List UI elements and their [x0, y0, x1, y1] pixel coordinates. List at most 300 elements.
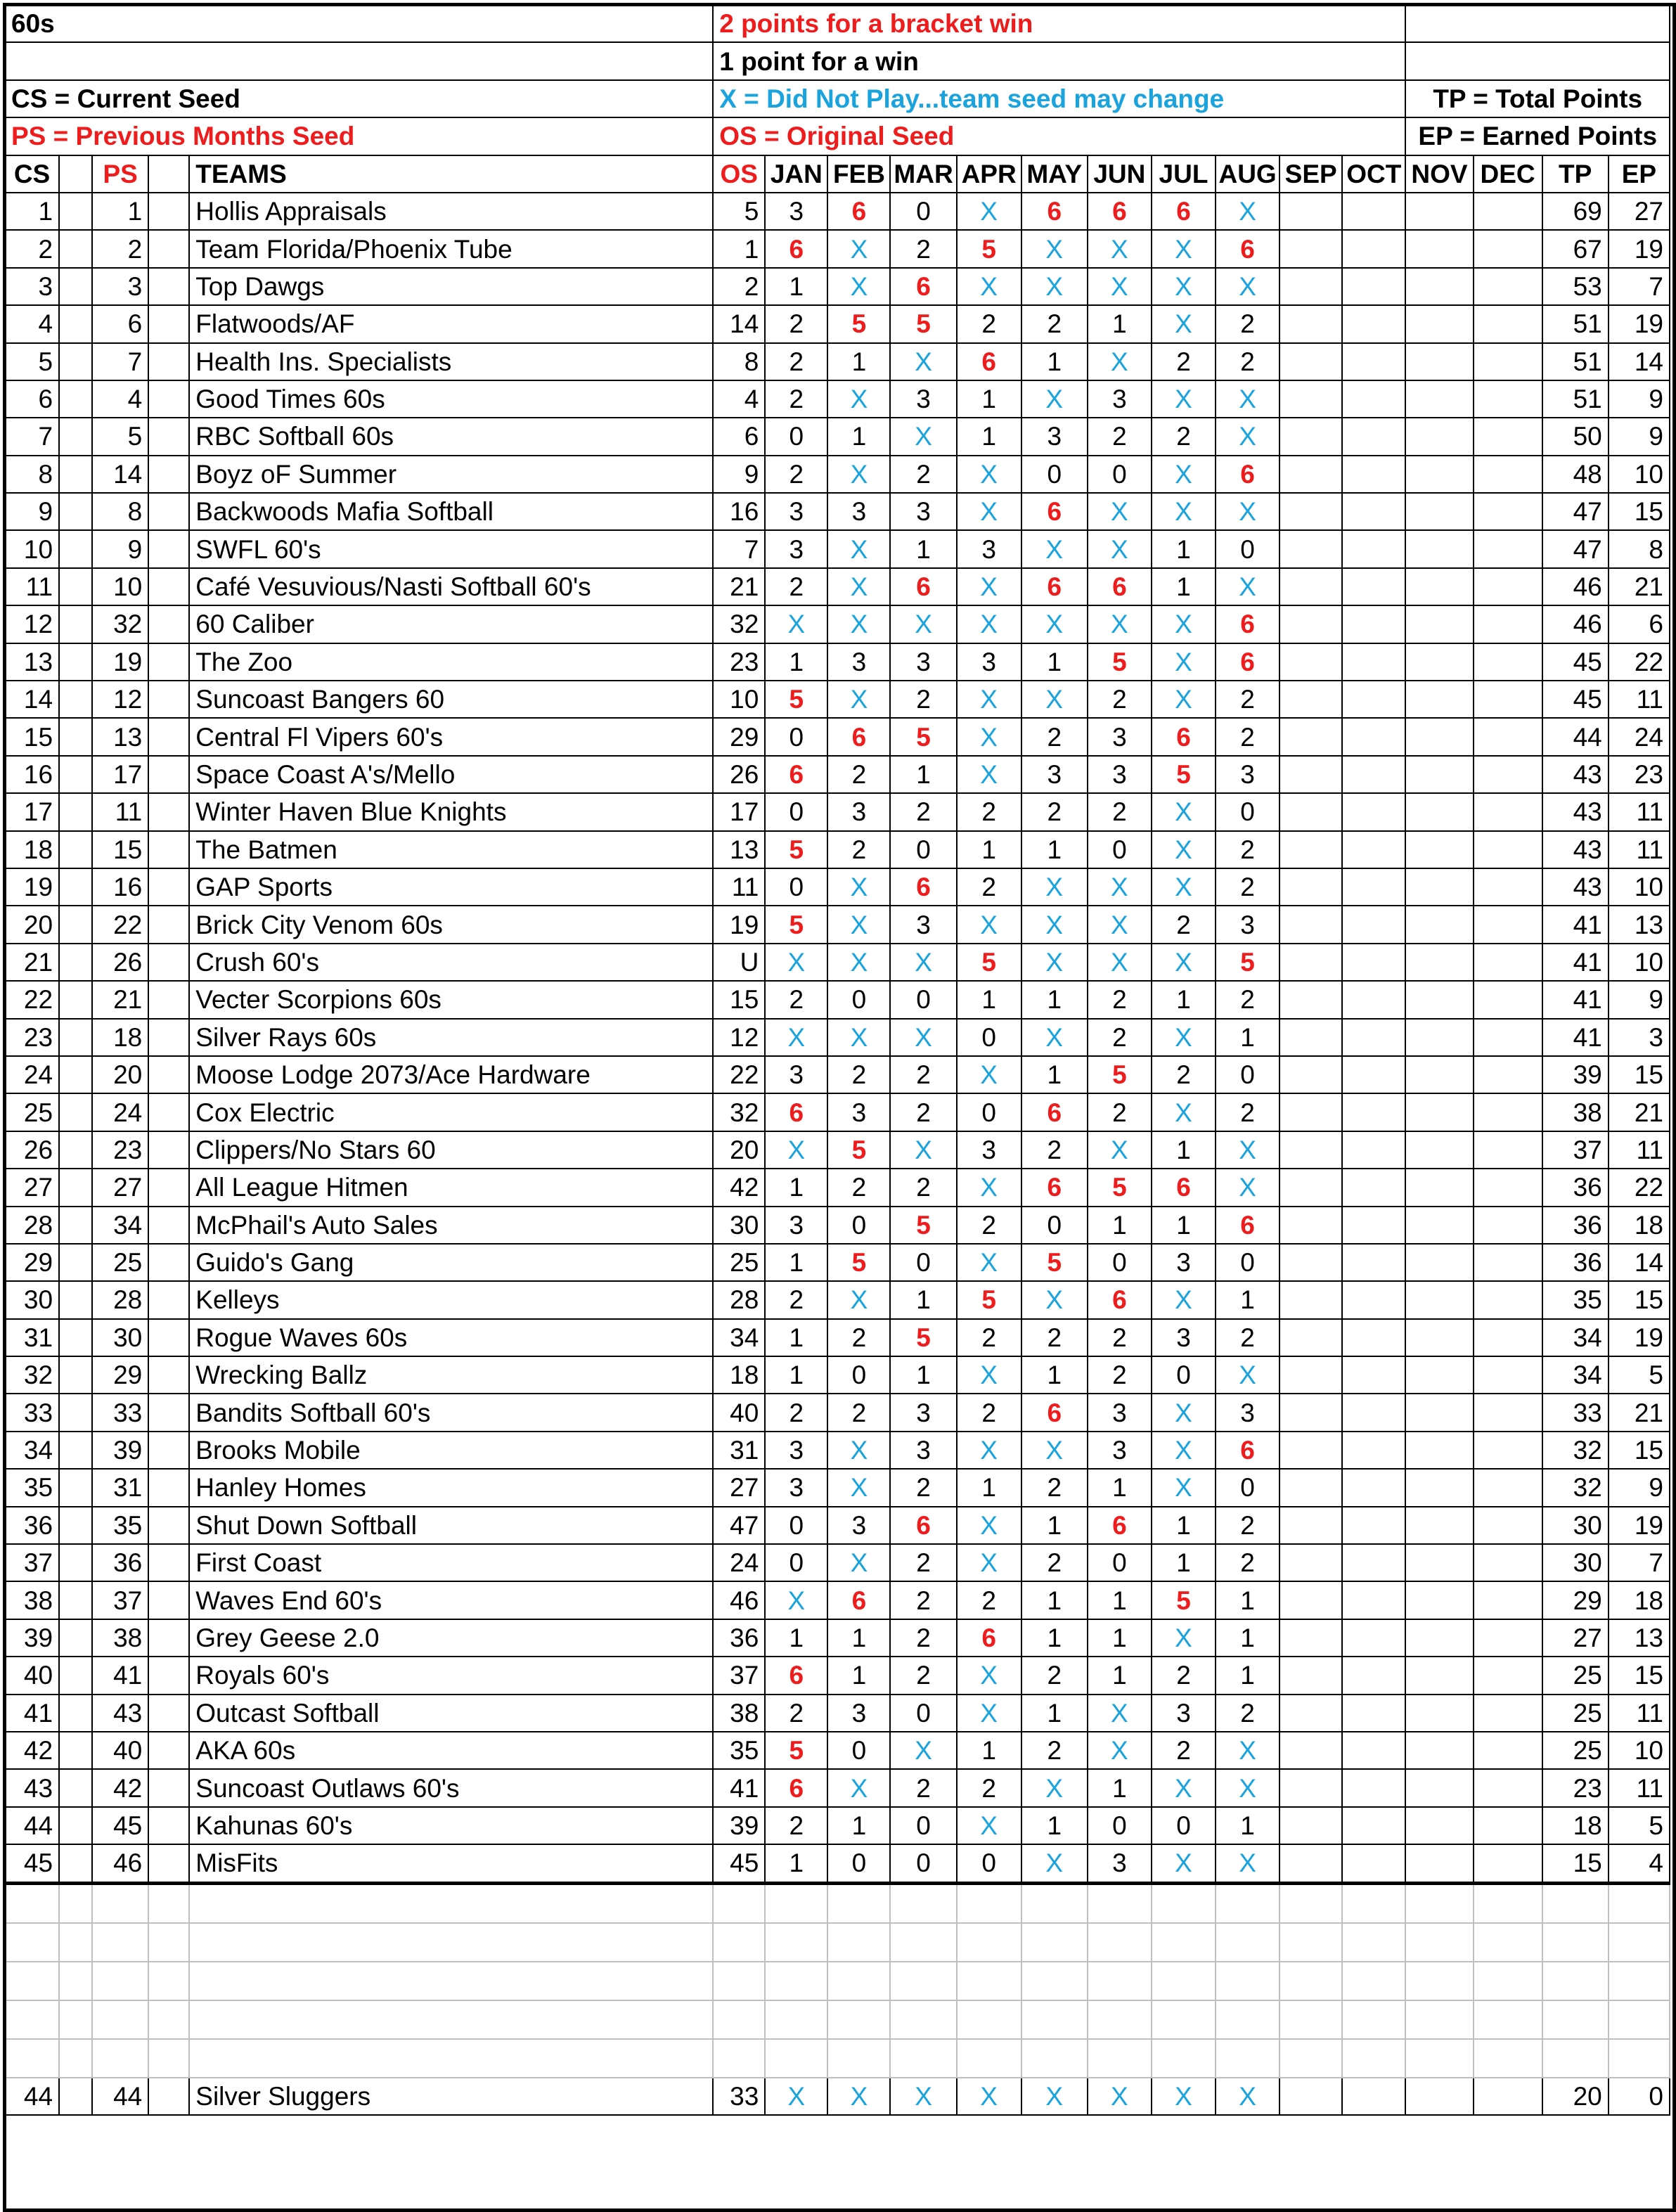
month-points-may: X — [1021, 605, 1088, 643]
col-header-teams: TEAMS — [189, 155, 713, 193]
total-points-cell: 67 — [1542, 230, 1609, 267]
month-points-jan: 1 — [765, 1319, 827, 1356]
month-points-jan: 0 — [765, 718, 827, 755]
original-seed-cell: 18 — [713, 1356, 765, 1394]
empty-cell — [1021, 1923, 1088, 1962]
earned-points-cell: 9 — [1609, 418, 1670, 455]
empty-cell — [1088, 2000, 1152, 2039]
month-points-mar: 2 — [890, 1056, 956, 1093]
month-points-apr: 2 — [957, 1394, 1021, 1431]
month-points-jul: 1 — [1152, 1544, 1216, 1581]
original-seed-cell: 25 — [713, 1244, 765, 1281]
earned-points-cell: 15 — [1609, 1657, 1670, 1694]
month-points-jun: 5 — [1088, 1056, 1152, 1093]
empty-cell — [189, 2039, 713, 2078]
current-seed-cell: 11 — [5, 568, 59, 605]
month-points-apr: X — [957, 1807, 1021, 1844]
blank-cell — [148, 2078, 189, 2115]
month-points-apr: X — [957, 493, 1021, 530]
empty-month-cell — [1342, 1093, 1405, 1131]
empty-month-cell — [1342, 1619, 1405, 1657]
month-points-jul: X — [1152, 1769, 1216, 1806]
previous-seed-cell: 33 — [92, 1394, 148, 1431]
empty-month-cell — [1474, 831, 1542, 868]
previous-seed-cell: 38 — [92, 1619, 148, 1657]
original-seed-cell: 11 — [713, 868, 765, 906]
empty-month-cell — [1279, 1695, 1342, 1732]
blank-cell — [148, 981, 189, 1018]
month-points-mar: 3 — [890, 493, 956, 530]
month-points-feb: X — [827, 1469, 890, 1506]
month-points-jan: 3 — [765, 1469, 827, 1506]
month-points-mar: 6 — [890, 568, 956, 605]
empty-cell — [59, 2000, 92, 2039]
month-points-aug: 0 — [1216, 1056, 1279, 1093]
month-points-mar: 6 — [890, 868, 956, 906]
month-points-mar: 3 — [890, 1432, 956, 1469]
team-row — [5, 530, 1670, 567]
month-points-jan: 0 — [765, 868, 827, 906]
empty-cell — [1279, 1883, 1342, 1923]
empty-month-cell — [1474, 456, 1542, 493]
month-points-jul: X — [1152, 605, 1216, 643]
previous-seed-cell: 44 — [92, 2078, 148, 2115]
month-points-may: 6 — [1021, 1169, 1088, 1206]
previous-seed-cell: 27 — [92, 1169, 148, 1206]
empty-cell — [1216, 1923, 1279, 1962]
month-points-may: 2 — [1021, 1319, 1088, 1356]
month-points-mar: 2 — [890, 456, 956, 493]
month-points-apr: X — [957, 681, 1021, 718]
team-name-cell: Outcast Softball — [189, 1695, 713, 1732]
current-seed-cell: 17 — [5, 793, 59, 830]
original-seed-cell: 5 — [713, 193, 765, 230]
total-points-cell: 34 — [1542, 1356, 1609, 1394]
month-points-jul: X — [1152, 2078, 1216, 2115]
month-points-apr: X — [957, 1695, 1021, 1732]
empty-month-cell — [1342, 1356, 1405, 1394]
empty-cell — [890, 1962, 956, 2000]
empty-month-cell — [1405, 530, 1473, 567]
team-row — [5, 1544, 1670, 1581]
earned-points-cell: 5 — [1609, 1807, 1670, 1844]
empty-cell — [148, 2000, 189, 2039]
empty-month-cell — [1279, 718, 1342, 755]
current-seed-cell: 36 — [5, 1507, 59, 1544]
team-name-cell: Backwoods Mafia Softball — [189, 493, 713, 530]
month-points-jul: 2 — [1152, 418, 1216, 455]
os-legend: OS = Original Seed — [713, 117, 1405, 155]
empty-cell — [92, 1923, 148, 1962]
previous-seed-cell: 37 — [92, 1581, 148, 1619]
standings-table — [4, 4, 1670, 2116]
previous-seed-cell: 43 — [92, 1695, 148, 1732]
earned-points-cell: 18 — [1609, 1581, 1670, 1619]
empty-cell — [957, 1883, 1021, 1923]
col-header-tp: TP — [1542, 155, 1609, 193]
month-points-jun: 3 — [1088, 1844, 1152, 1883]
month-points-aug: X — [1216, 1732, 1279, 1769]
team-name-cell: Cox Electric — [189, 1093, 713, 1131]
empty-month-cell — [1405, 1657, 1473, 1694]
month-points-jan: 0 — [765, 793, 827, 830]
team-name-cell: Brick City Venom 60s — [189, 906, 713, 943]
previous-seed-cell: 21 — [92, 981, 148, 1018]
blank-cell — [148, 1019, 189, 1056]
total-points-cell: 32 — [1542, 1432, 1609, 1469]
month-points-may: 6 — [1021, 1394, 1088, 1431]
month-points-may: 6 — [1021, 493, 1088, 530]
month-points-jul: 3 — [1152, 1244, 1216, 1281]
previous-seed-cell: 24 — [92, 1093, 148, 1131]
empty-month-cell — [1474, 1019, 1542, 1056]
month-points-jun: 0 — [1088, 831, 1152, 868]
original-seed-cell: 37 — [713, 1657, 765, 1694]
team-row — [5, 1432, 1670, 1469]
team-name-cell: Café Vesuvious/Nasti Softball 60's — [189, 568, 713, 605]
empty-cell — [148, 1962, 189, 2000]
month-points-aug: 6 — [1216, 1432, 1279, 1469]
original-seed-cell: 12 — [713, 1019, 765, 1056]
total-points-cell: 41 — [1542, 981, 1609, 1018]
empty-cell — [957, 1923, 1021, 1962]
current-seed-cell: 3 — [5, 268, 59, 305]
month-points-jan: 3 — [765, 530, 827, 567]
month-points-mar: 3 — [890, 643, 956, 681]
empty-month-cell — [1474, 1356, 1542, 1394]
earned-points-cell: 0 — [1609, 2078, 1670, 2115]
original-seed-cell: 32 — [713, 605, 765, 643]
month-points-may: X — [1021, 681, 1088, 718]
empty-month-cell — [1279, 944, 1342, 981]
team-row — [5, 1581, 1670, 1619]
original-seed-cell: 8 — [713, 343, 765, 380]
empty-month-cell — [1474, 268, 1542, 305]
empty-month-cell — [1342, 1169, 1405, 1206]
month-points-jun: 1 — [1088, 305, 1152, 342]
empty-cell — [713, 1923, 765, 1962]
month-points-mar: 0 — [890, 1244, 956, 1281]
empty-month-cell — [1405, 1319, 1473, 1356]
current-seed-cell: 35 — [5, 1469, 59, 1506]
team-row — [5, 268, 1670, 305]
empty-cell — [1279, 1923, 1342, 1962]
earned-points-cell: 21 — [1609, 1394, 1670, 1431]
month-points-mar: 3 — [890, 1394, 956, 1431]
previous-seed-cell: 32 — [92, 605, 148, 643]
month-points-jan: 6 — [765, 756, 827, 793]
blank-cell — [59, 493, 92, 530]
earned-points-cell: 10 — [1609, 868, 1670, 906]
month-points-aug: 6 — [1216, 643, 1279, 681]
empty-month-cell — [1279, 1394, 1342, 1431]
earned-points-cell: 11 — [1609, 831, 1670, 868]
blank-cell — [148, 1769, 189, 1806]
empty-month-cell — [1279, 1469, 1342, 1506]
blank-cell — [59, 1169, 92, 1206]
month-points-may: 3 — [1021, 418, 1088, 455]
earned-points-cell: 19 — [1609, 1319, 1670, 1356]
month-points-apr: X — [957, 193, 1021, 230]
team-name-cell: Guido's Gang — [189, 1244, 713, 1281]
month-points-feb: 0 — [827, 1207, 890, 1244]
month-points-aug: X — [1216, 268, 1279, 305]
empty-month-cell — [1405, 1695, 1473, 1732]
month-points-jun: 3 — [1088, 380, 1152, 418]
month-points-apr: X — [957, 605, 1021, 643]
month-points-jun: 3 — [1088, 756, 1152, 793]
empty-month-cell — [1474, 868, 1542, 906]
month-points-aug: 0 — [1216, 530, 1279, 567]
empty-month-cell — [1405, 2078, 1473, 2115]
empty-month-cell — [1474, 1619, 1542, 1657]
team-name-cell: Silver Sluggers — [189, 2078, 713, 2115]
empty-month-cell — [1405, 756, 1473, 793]
month-points-feb: 2 — [827, 1394, 890, 1431]
team-row — [5, 1207, 1670, 1244]
header-row-2 — [5, 42, 1670, 79]
total-points-cell: 43 — [1542, 793, 1609, 830]
team-name-cell: Good Times 60s — [189, 380, 713, 418]
empty-cell — [5, 1962, 59, 2000]
month-points-jun: X — [1088, 530, 1152, 567]
blank-cell — [148, 605, 189, 643]
col-header-oct: OCT — [1342, 155, 1405, 193]
col-header-aug: AUG — [1216, 155, 1279, 193]
empty-month-cell — [1342, 1844, 1405, 1883]
ep-legend: EP = Earned Points — [1405, 117, 1670, 155]
current-seed-cell: 2 — [5, 230, 59, 267]
month-points-may: 1 — [1021, 831, 1088, 868]
month-points-aug: 1 — [1216, 1619, 1279, 1657]
month-points-jun: 6 — [1088, 1281, 1152, 1318]
header-row-4 — [5, 117, 1670, 155]
month-points-apr: 5 — [957, 230, 1021, 267]
blank-cell — [148, 868, 189, 906]
original-seed-cell: 19 — [713, 906, 765, 943]
col-header-nov: NOV — [1405, 155, 1473, 193]
current-seed-cell: 27 — [5, 1169, 59, 1206]
original-seed-cell: 34 — [713, 1319, 765, 1356]
empty-month-cell — [1342, 2078, 1405, 2115]
empty-cell — [1021, 2000, 1088, 2039]
empty-cell — [1021, 1883, 1088, 1923]
empty-row — [5, 1962, 1670, 2000]
month-points-jan: X — [765, 1019, 827, 1056]
month-points-jul: X — [1152, 681, 1216, 718]
empty-cell — [1088, 1883, 1152, 1923]
team-name-cell: Bandits Softball 60's — [189, 1394, 713, 1431]
team-row — [5, 1131, 1670, 1169]
col-header-cs: CS — [5, 155, 59, 193]
month-points-may: 1 — [1021, 1581, 1088, 1619]
month-points-may: 1 — [1021, 1807, 1088, 1844]
empty-month-cell — [1342, 530, 1405, 567]
empty-cell — [713, 2000, 765, 2039]
current-seed-cell: 38 — [5, 1581, 59, 1619]
empty-month-cell — [1474, 1544, 1542, 1581]
total-points-cell: 25 — [1542, 1657, 1609, 1694]
month-points-jul: X — [1152, 1469, 1216, 1506]
empty-cell — [1216, 2039, 1279, 2078]
month-points-jan: 2 — [765, 1394, 827, 1431]
empty-month-cell — [1405, 1131, 1473, 1169]
empty-month-cell — [1474, 1131, 1542, 1169]
empty-month-cell — [1342, 831, 1405, 868]
team-row — [5, 868, 1670, 906]
previous-seed-cell: 46 — [92, 1844, 148, 1883]
col-header-feb: FEB — [827, 155, 890, 193]
month-points-jan: 1 — [765, 1619, 827, 1657]
original-seed-cell: 20 — [713, 1131, 765, 1169]
month-points-apr: X — [957, 1544, 1021, 1581]
month-points-aug: 0 — [1216, 1469, 1279, 1506]
original-seed-cell: 22 — [713, 1056, 765, 1093]
empty-row — [5, 1923, 1670, 1962]
month-points-apr: X — [957, 1244, 1021, 1281]
empty-cell — [5, 2039, 59, 2078]
empty-cell — [148, 1883, 189, 1923]
current-seed-cell: 29 — [5, 1244, 59, 1281]
month-points-jan: 2 — [765, 343, 827, 380]
month-points-aug: 2 — [1216, 831, 1279, 868]
month-points-jun: 0 — [1088, 456, 1152, 493]
empty-cell — [1279, 1962, 1342, 2000]
month-points-jun: 2 — [1088, 1019, 1152, 1056]
month-points-aug: 2 — [1216, 305, 1279, 342]
empty-cell — [5, 1923, 59, 1962]
empty-month-cell — [1342, 1281, 1405, 1318]
month-points-jun: 6 — [1088, 568, 1152, 605]
empty-cell — [1152, 2000, 1216, 2039]
original-seed-cell: 30 — [713, 1207, 765, 1244]
month-points-aug: 2 — [1216, 343, 1279, 380]
empty-month-cell — [1279, 681, 1342, 718]
team-name-cell: Wrecking Ballz — [189, 1356, 713, 1394]
month-points-aug: 3 — [1216, 1394, 1279, 1431]
blank-cell — [59, 1281, 92, 1318]
total-points-cell: 48 — [1542, 456, 1609, 493]
month-points-feb: 5 — [827, 1244, 890, 1281]
team-name-cell: Clippers/No Stars 60 — [189, 1131, 713, 1169]
empty-month-cell — [1405, 418, 1473, 455]
blank-cell — [59, 681, 92, 718]
previous-seed-cell: 20 — [92, 1056, 148, 1093]
blank-cell — [59, 230, 92, 267]
month-points-apr: 0 — [957, 1093, 1021, 1131]
earned-points-cell: 11 — [1609, 1131, 1670, 1169]
earned-points-cell: 11 — [1609, 681, 1670, 718]
total-points-cell: 47 — [1542, 493, 1609, 530]
col-header-jul: JUL — [1152, 155, 1216, 193]
header-blank-cell — [1405, 42, 1670, 79]
month-points-jul: 2 — [1152, 343, 1216, 380]
total-points-cell: 23 — [1542, 1769, 1609, 1806]
month-points-mar: 3 — [890, 906, 956, 943]
month-points-feb: 3 — [827, 793, 890, 830]
month-points-jul: X — [1152, 380, 1216, 418]
previous-seed-cell: 12 — [92, 681, 148, 718]
empty-month-cell — [1342, 643, 1405, 681]
previous-seed-cell: 40 — [92, 1732, 148, 1769]
previous-seed-cell: 41 — [92, 1657, 148, 1694]
month-points-jan: 5 — [765, 906, 827, 943]
team-name-cell: Suncoast Outlaws 60's — [189, 1769, 713, 1806]
blank-cell — [148, 530, 189, 567]
empty-month-cell — [1405, 456, 1473, 493]
empty-cell — [1152, 1883, 1216, 1923]
empty-month-cell — [1342, 380, 1405, 418]
col-header-apr: APR — [957, 155, 1021, 193]
empty-month-cell — [1405, 1394, 1473, 1431]
current-seed-cell: 6 — [5, 380, 59, 418]
empty-month-cell — [1405, 1844, 1473, 1883]
empty-cell — [189, 1883, 713, 1923]
month-points-jan: 6 — [765, 1657, 827, 1694]
team-row — [5, 605, 1670, 643]
blank-cell — [59, 793, 92, 830]
empty-month-cell — [1405, 1469, 1473, 1506]
current-seed-cell: 31 — [5, 1319, 59, 1356]
team-row — [5, 1394, 1670, 1431]
blank-cell — [148, 193, 189, 230]
month-points-feb: X — [827, 1019, 890, 1056]
month-points-jun: 0 — [1088, 1544, 1152, 1581]
empty-month-cell — [1279, 268, 1342, 305]
month-points-feb: 3 — [827, 1507, 890, 1544]
col-header-sep: SEP — [1279, 155, 1342, 193]
current-seed-cell: 26 — [5, 1131, 59, 1169]
month-points-feb: X — [827, 868, 890, 906]
empty-cell — [957, 1962, 1021, 2000]
month-points-mar: 0 — [890, 1807, 956, 1844]
team-name-cell: Space Coast A's/Mello — [189, 756, 713, 793]
month-points-jun: X — [1088, 1131, 1152, 1169]
month-points-jan: 1 — [765, 1844, 827, 1883]
team-name-cell: McPhail's Auto Sales — [189, 1207, 713, 1244]
previous-seed-cell: 14 — [92, 456, 148, 493]
month-points-jul: X — [1152, 643, 1216, 681]
month-points-apr: 1 — [957, 831, 1021, 868]
empty-cell — [827, 2039, 890, 2078]
previous-seed-cell: 39 — [92, 1432, 148, 1469]
month-points-feb: X — [827, 380, 890, 418]
month-points-feb: 1 — [827, 418, 890, 455]
current-seed-cell: 16 — [5, 756, 59, 793]
earned-points-cell: 11 — [1609, 1769, 1670, 1806]
earned-points-cell: 10 — [1609, 944, 1670, 981]
empty-cell — [713, 1883, 765, 1923]
month-points-jan: 2 — [765, 456, 827, 493]
month-points-jun: 0 — [1088, 1244, 1152, 1281]
empty-cell — [765, 1962, 827, 2000]
month-points-jul: 6 — [1152, 718, 1216, 755]
previous-seed-cell: 9 — [92, 530, 148, 567]
previous-seed-cell: 15 — [92, 831, 148, 868]
empty-cell — [1542, 1962, 1609, 2000]
empty-month-cell — [1279, 1207, 1342, 1244]
previous-seed-cell: 7 — [92, 343, 148, 380]
month-points-may: 1 — [1021, 1507, 1088, 1544]
empty-month-cell — [1474, 568, 1542, 605]
month-points-feb: 1 — [827, 1657, 890, 1694]
empty-month-cell — [1279, 1169, 1342, 1206]
blank-cell — [59, 418, 92, 455]
total-points-cell: 36 — [1542, 1244, 1609, 1281]
empty-cell — [1609, 1883, 1670, 1923]
empty-month-cell — [1474, 1769, 1542, 1806]
blank-cell — [59, 305, 92, 342]
